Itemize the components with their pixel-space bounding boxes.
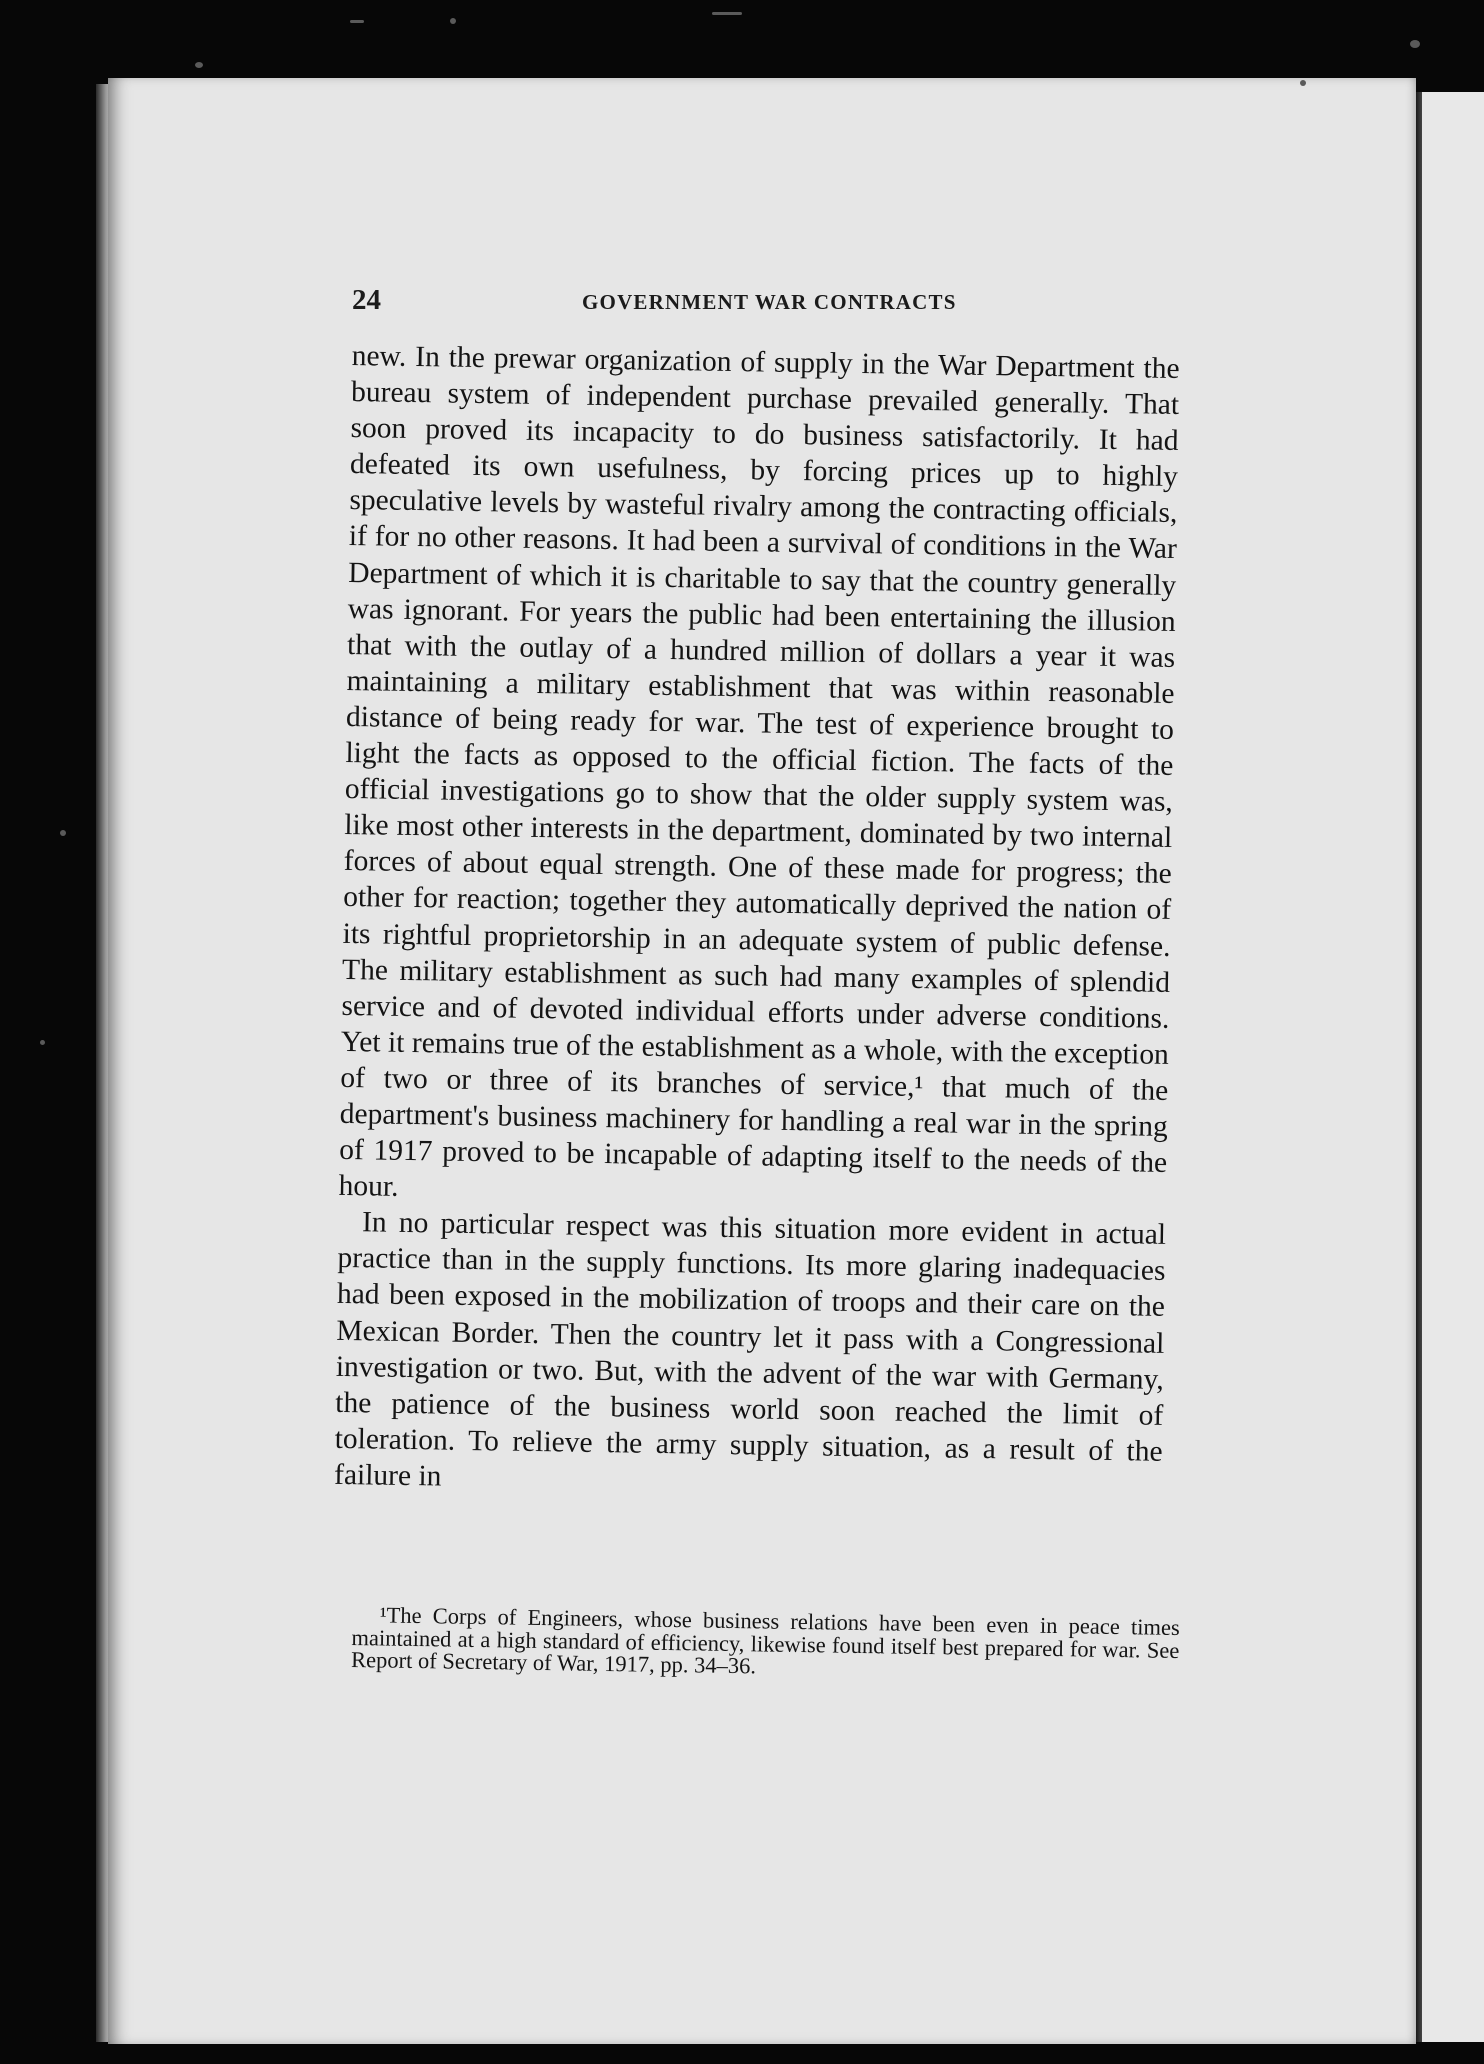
scan-speck	[1300, 80, 1306, 86]
footnotes	[351, 1604, 1180, 1684]
page-number: 24	[352, 284, 381, 316]
running-head	[352, 284, 1192, 324]
scan-speck	[195, 62, 203, 68]
facing-page	[1422, 92, 1484, 2042]
scan-speck	[60, 830, 66, 836]
scan-speck	[450, 18, 456, 24]
scan-speck	[712, 12, 742, 15]
running-title: GOVERNMENT WAR CONTRACTS	[582, 290, 957, 314]
scan-speck	[350, 20, 364, 23]
footnote: ¹The Corps of Engineers, whose business relations have been even in peace times maintained at a high standard of efficiency, likewise found itself best prepared for war. See Report of Secretary of War, 1917, pp. 34–36.	[350, 1602, 1180, 1679]
scan-speck	[1410, 40, 1420, 48]
paragraph: In no particular respect was this situation more evident in actual practice than in the supply functions. Its more glaring inadequacies had been exposed in the mobilization of troops and their care on the Mexican Border. Then the country let it pass with a Congressional investigation or two. But, with the advent of the war with Germany, the patience of the business world soon reached the limit of toleration. To relieve the army supply situation, as a result of the failure in	[333, 1206, 1167, 1493]
paragraph: new. In the prewar organization of supply in the War Department the bureau system of independent purchase prevailed generally. That soon proved its incapacity to do business satisfactorily. It had defeated its own usefulness, by forcing prices up to highly speculative levels by wasteful rivalry among the contracting officials, if for no other reasons. It had been a survival of conditions in the War Department of which it is charitable to say that the country generally was ignorant. For years the public had been entertaining the illusion that with the outlay of a hundred million of dollars a year it was maintaining a military establishment that was within reasonable distance of being ready for war. The test of experience brought to light the facts as opposed to the official fiction. The facts of the official investigations go to show that the older supply system was, like most other interests in the department, dominated by two internal forces of about equal strength. One of these made for progress; the other for reaction; together they automatically deprived the nation of its rightful proprietorship in an adequate system of public defense. The military establishment as such had many examples of splendid service and of devoted individual efforts under adverse conditions. Yet it remains true of the establishment as a whole, with the exception of two or three of its branches of service,¹ that much of the department's business machinery for handling a real war in the spring of 1917 proved to be incapable of adapting itself to the needs of the hour.	[338, 339, 1180, 1203]
body-text	[334, 338, 1180, 1506]
scan-speck	[40, 1040, 45, 1045]
